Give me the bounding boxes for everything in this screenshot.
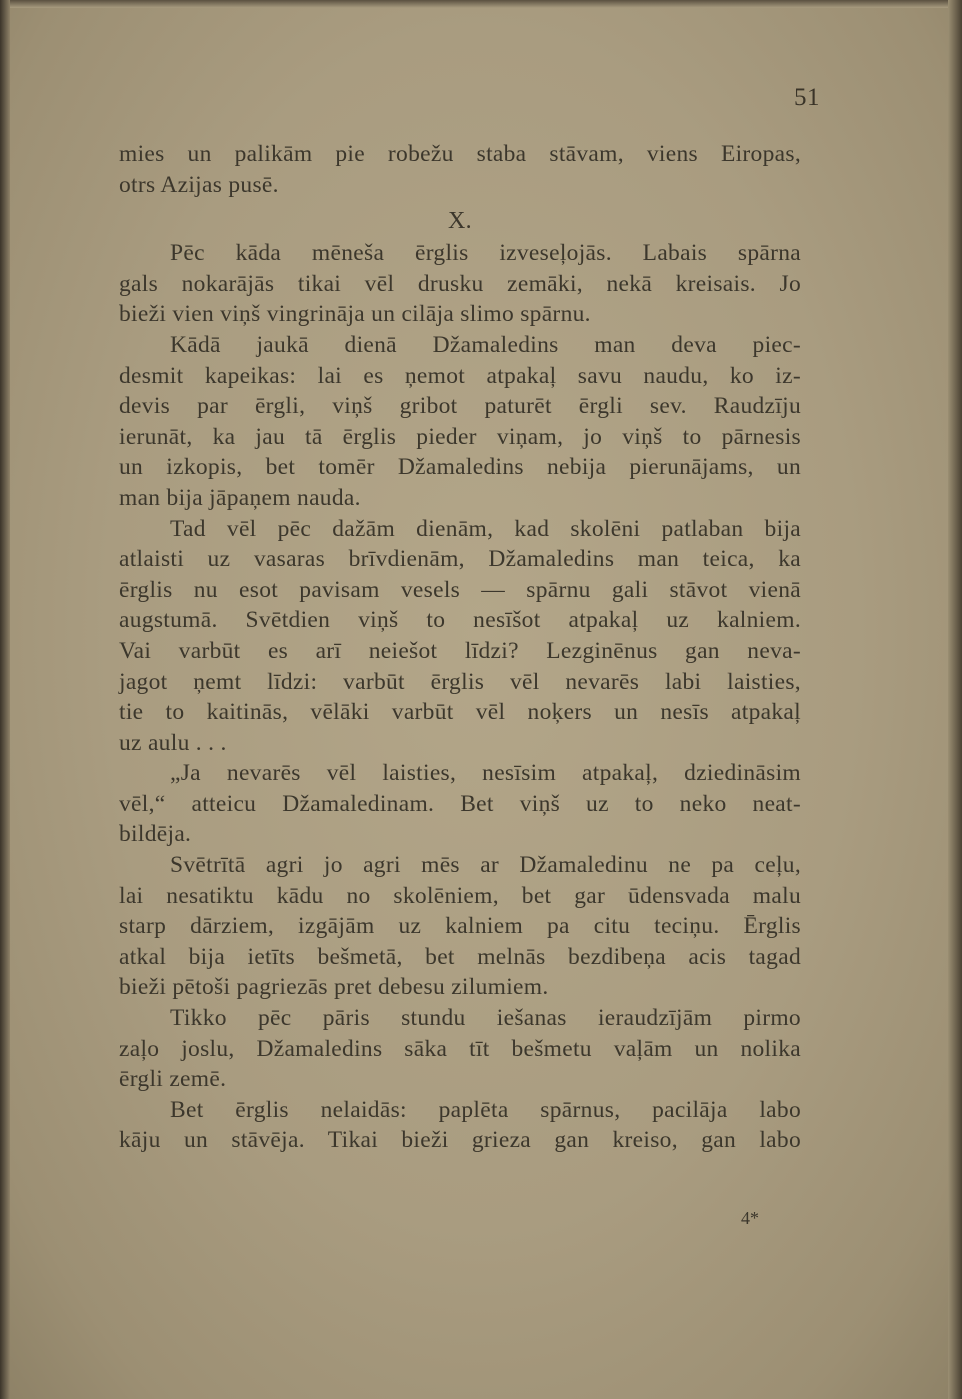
text-line: Pēc kāda mēneša ērglis izveseļojās. Labais spārna <box>170 240 801 267</box>
text-line: Vai varbūt es arī neiešot līdzi? Lezginēnus gan neva- <box>119 637 801 664</box>
text-line: tie to kaitinās, vēlāki varbūt vēl noķers un nesīs atpakaļ <box>119 699 801 726</box>
text-line: starp dārziem, izgājām uz kalniem pa citu teciņu. Ērglis <box>119 913 801 940</box>
text-line: ērglis nu esot pavisam vesels — spārnu gali stāvot vienā <box>119 576 801 603</box>
signature-mark: 4* <box>741 1208 759 1228</box>
text-line: devis par ērgli, viņš gribot paturēt ērgli sev. Raudzīju <box>119 393 801 420</box>
text-line: bildēja. <box>119 821 192 848</box>
text-line: Tikko pēc pāris stundu iešanas ieraudzījām pirmo <box>170 1005 801 1032</box>
text-line: bieži vien viņš vingrināja un cilāja slimo spārnu. <box>119 301 591 328</box>
page-number: 51 <box>794 84 820 111</box>
text-line: desmit kapeikas: lai es ņemot atpakaļ savu naudu, ko iz- <box>119 362 801 389</box>
text-line: lai nesatiktu kādu no skolēniem, bet gar ūdensvada malu <box>119 882 801 909</box>
page-edge-right <box>948 0 962 1399</box>
text-line: ērgli zemē. <box>119 1066 227 1093</box>
text-line: Kādā jaukā dienā Džamaledins man deva piec- <box>170 331 801 358</box>
text-line: augstumā. Svētdien viņš to nesīšot atpakaļ uz kalniem. <box>119 607 801 634</box>
text-line: bieži pētoši pagriezās pret debesu zilumiem. <box>119 974 549 1001</box>
page-body-text <box>119 139 801 1156</box>
text-line: zaļo joslu, Džamaledins sāka tīt bešmetu vaļām un nolika <box>119 1035 801 1062</box>
page-edge-left <box>0 0 10 1399</box>
text-line: mies un palikām pie robežu staba stāvam, viens Eiropas, <box>119 141 801 167</box>
text-line: jagot ņemt līdzi: varbūt ērglis vēl nevarēs labi laisties, <box>119 668 801 695</box>
text-line: atkal bija ietīts bešmetā, bet melnās bezdibeņa acis tagad <box>119 943 801 970</box>
text-line: Bet ērglis nelaidās: paplēta spārnus, pacilāja labo <box>170 1096 801 1123</box>
text-line: Svētrītā agri jo agri mēs ar Džamaledinu ne pa ceļu, <box>170 852 801 879</box>
text-line: „Ja nevarēs vēl laisties, nesīsim atpakaļ, dziedināsim <box>170 760 801 787</box>
text-line: atlaisti uz vasaras brīvdienām, Džamaledins man teica, ka <box>119 546 801 573</box>
chapter-heading: X. <box>448 208 472 235</box>
paragraphs <box>119 238 801 1156</box>
text-line: otrs Azijas pusē. <box>119 171 279 198</box>
text-line: gals nokarājās tikai vēl drusku zemāki, nekā kreisais. Jo <box>119 270 801 297</box>
page-edge-top <box>0 0 962 8</box>
text-line: kāju un stāvēja. Tikai bieži grieza gan kreiso, gan labo <box>119 1127 801 1154</box>
text-line: ierunāt, ka jau tā ērglis pieder viņam, jo viņš to pārnesis <box>119 423 801 450</box>
text-line: Tad vēl pēc dažām dienām, kad skolēni patlaban bija <box>170 515 801 542</box>
text-line: uz aulu . . . <box>119 729 227 756</box>
text-line: un izkopis, bet tomēr Džamaledins nebija pierunājams, un <box>119 454 801 481</box>
text-line: vēl,“ atteicu Džamaledinam. Bet viņš uz to neko neat- <box>119 790 801 817</box>
text-line: man bija jāpaņem nauda. <box>119 484 361 511</box>
